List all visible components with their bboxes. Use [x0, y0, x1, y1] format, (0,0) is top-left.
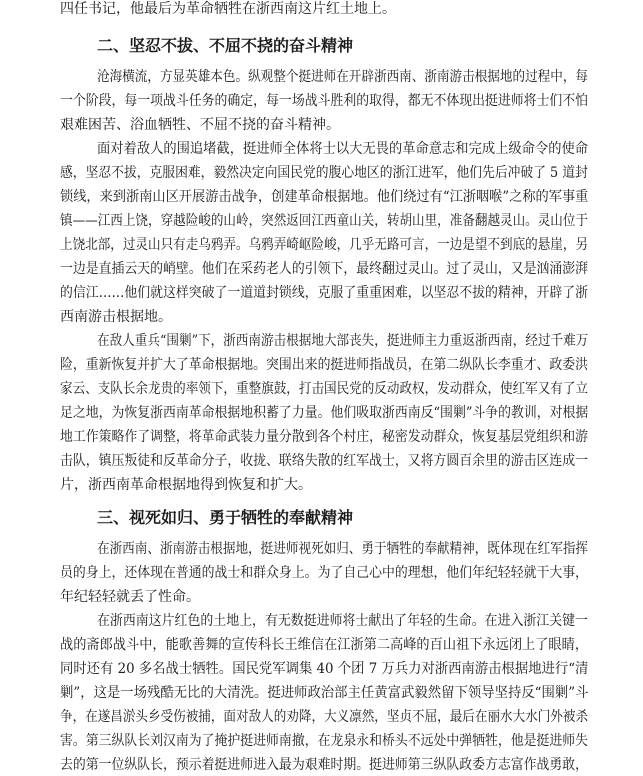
text-line: 一边是直插云天的峭壁。他们在采药老人的引领下，最终翻过灵山。过了灵山，又是汹涌澎湃 — [60, 261, 589, 277]
text-line: 在浙西南、浙南游击根据地，挺进师视死如归、勇于牺牲的奉献精神，既体现在红军指挥 — [97, 541, 589, 557]
text-line: 害。第三纵队长刘汉南为了掩护挺进师南撤，在龙泉永和桥头不远处中弹牺牲，他是挺进师失 — [60, 733, 589, 749]
text-line: 员的身上，还体现在普通的战士和群众身上。为了自己心中的理想，他们年纪轻轻就干大事， — [60, 565, 589, 581]
text-line: 家云、支队长余龙贵的率领下，重整旗鼓，打击国民党的反动政权，发动群众，使红军又有了立 — [60, 381, 589, 397]
text-line: 上饶北部，过灵山只有走乌鸦弄。乌鸦弄崎岖险峻，几乎无路可言，一边是望不到底的悬崖，另 — [60, 237, 589, 253]
text-line: 剿”，这是一场残酷无比的大清洗。挺进师政治部主任黄富武毅然留下领导坚持反“围剿”斗 — [60, 685, 589, 701]
text-line: 险，重新恢复并扩大了革命根据地。突围出来的挺进师指战员，在第二纵队长李重才、政委洪 — [60, 357, 589, 373]
text-line: 镇——江西上饶，穿越险峻的山岭，突然返回江西童山关，转胡山里，准备翻越灵山。灵山位于 — [60, 213, 589, 229]
text-line: 地工作策略作了调整，将革命武装力量分散到各个村庄，秘密发动群众，恢复基层党组织和游 — [60, 429, 589, 445]
text-line: 的信江……他们就这样突破了一道道封锁线，克服了重重困难，以坚忍不拔的精神，开辟了浙 — [60, 285, 589, 301]
text-line: 感，坚忍不拔，克服困难，毅然决定向国民党的腹心地区的浙江进军，他们先后冲破了 5 道封 — [60, 165, 588, 181]
text-line: 一个阶段，每一项战斗任务的确定，每一场战斗胜利的取得，都无不体现出挺进师将士们不怕 — [60, 93, 589, 109]
text-line: 艰难困苦、浴血牺牲、不屈不挠的奋斗精神。 — [60, 117, 340, 133]
text-line: 锁线，来到浙南山区开展游击战争，创建革命根据地。他们绕过有“江浙咽喉”之称的军事重 — [60, 189, 589, 205]
text-line: 四任书记，他最后为革命牺牲在浙西南这片红土地上。 — [60, 1, 396, 17]
text-line: 在浙西南这片红色的土地上，有无数挺进师将士献出了年轻的生命。在进入浙江关键一 — [97, 613, 588, 629]
text-line: 沧海横流，方显英雄本色。纵观整个挺进师在开辟浙西南、浙南游击根据地的过程中，每 — [97, 69, 589, 85]
text-line: 在敌人重兵“围剿”下，浙西南游击根据地大部丧失，挺进师主力重返浙西南，经过千难万 — [97, 333, 589, 349]
text-line: 西南游击根据地。 — [60, 309, 172, 325]
text-line: 年纪轻轻就丢了性命。 — [60, 589, 200, 605]
text-line: 面对着敌人的围追堵截，挺进师全体将士以大无畏的革命意志和完成上级命令的使命 — [97, 141, 589, 157]
text-line: 片，浙西南革命根据地得到恢复和扩大。 — [60, 477, 312, 493]
text-line: 争，在遂昌淤头乡受伤被捕，面对敌人的劝降，大义凛然，坚贞不屈，最后在丽水大水门外被杀 — [60, 709, 589, 725]
text-line: 战的斋郎战斗中，能歌善舞的宣传科长王维信在江浙第二高峰的百山祖下永远闭上了眼睛， — [60, 637, 589, 653]
section-heading: 二、坚忍不拔、不屈不挠的奋斗精神 — [97, 36, 354, 55]
text-line: 同时还有 20 多名战士牺牲。国民党军调集 40 个团 7 万兵力对浙西南游击根据地进行“清 — [60, 661, 589, 677]
text-line: 足之地，为恢复浙西南革命根据地积蓄了力量。他们吸取浙西南反“围剿”斗争的教训，对根据 — [60, 405, 589, 421]
text-line: 去的第一位纵队长，预示着挺进师进入最为艰难时期。挺进师第三纵队政委方志富作战勇敢， — [60, 757, 589, 773]
text-line: 击队，镇压叛徒和反革命分子，收拢、联络失散的红军战士，又将方圆百余里的游击区连成一 — [60, 453, 589, 469]
section-heading: 三、视死如归、勇于牺牲的奉献精神 — [97, 508, 354, 527]
